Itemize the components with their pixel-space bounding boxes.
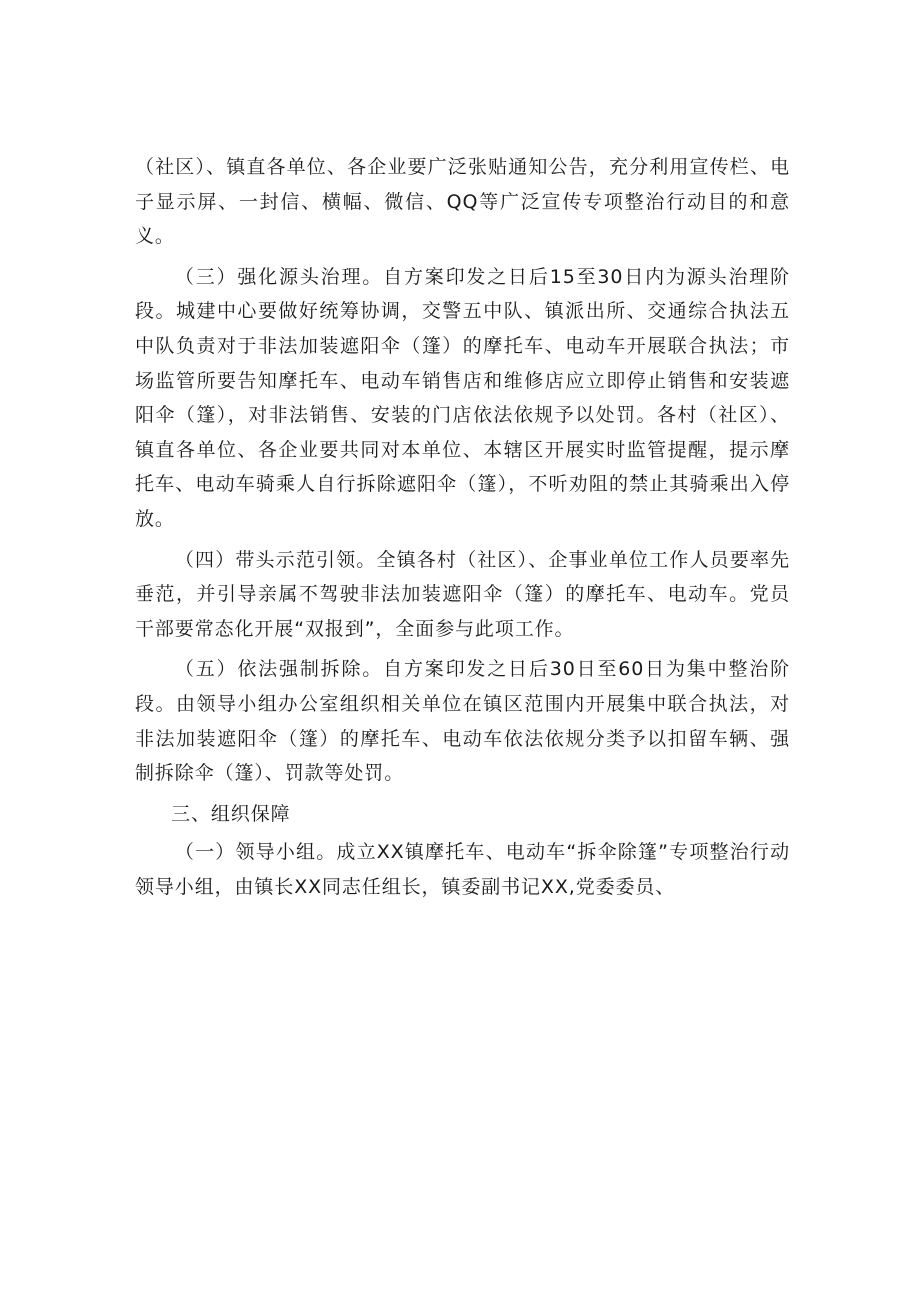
document-body: [135, 150, 790, 904]
paragraph-lead-by-example: （四）带头示范引领。全镇各村（社区）、企事业单位工作人员要率先垂范，并引导亲属不驾驶非法加装遮阳伞（篷）的摩托车、电动车。党员干部要常态化开展“双报到”，全面参与此项工作。: [135, 548, 790, 640]
paragraph-source-governance: （三）强化源头治理。自方案印发之日后15至30日内为源头治理阶段。城建中心要做好统筹协调，交警五中队、镇派出所、交通综合执法五中队负责对于非法加装遮阳伞（篷）的摩托车、电动车开展联合执法；市场监管所要告知摩托车、电动车销售店和维修店应立即停止销售和安装遮阳伞（篷），对非法销售、安装的门店依法依规予以处罚。各村（社区）、镇直各单位、各企业要共同对本单位、本辖区开展实时监管提醒，提示摩托车、电动车骑乘人自行拆除遮阳伞（篷），不听劝阻的禁止其骑乘出入停放。: [135, 265, 790, 530]
paragraph-leading-group: （一）领导小组。成立XX镇摩托车、电动车“拆伞除篷”专项整治行动领导小组，由镇长XX同志任组长，镇委副书记XX,党委委员、: [135, 841, 790, 898]
paragraph-forced-removal: （五）依法强制拆除。自方案印发之日后30日至60日为集中整治阶段。由领导小组办公室组织相关单位在镇区范围内开展集中联合执法，对非法加装遮阳伞（篷）的摩托车、电动车依法依规分类予以扣留车辆、强制拆除伞（篷）、罚款等处罚。: [135, 658, 790, 785]
paragraph-continuation: （社区）、镇直各单位、各企业要广泛张贴通知公告，充分利用宣传栏、电子显示屏、一封信、横幅、微信、QQ等广泛宣传专项整治行动目的和意义。: [135, 156, 790, 248]
section-heading: 三、组织保障: [171, 802, 291, 825]
